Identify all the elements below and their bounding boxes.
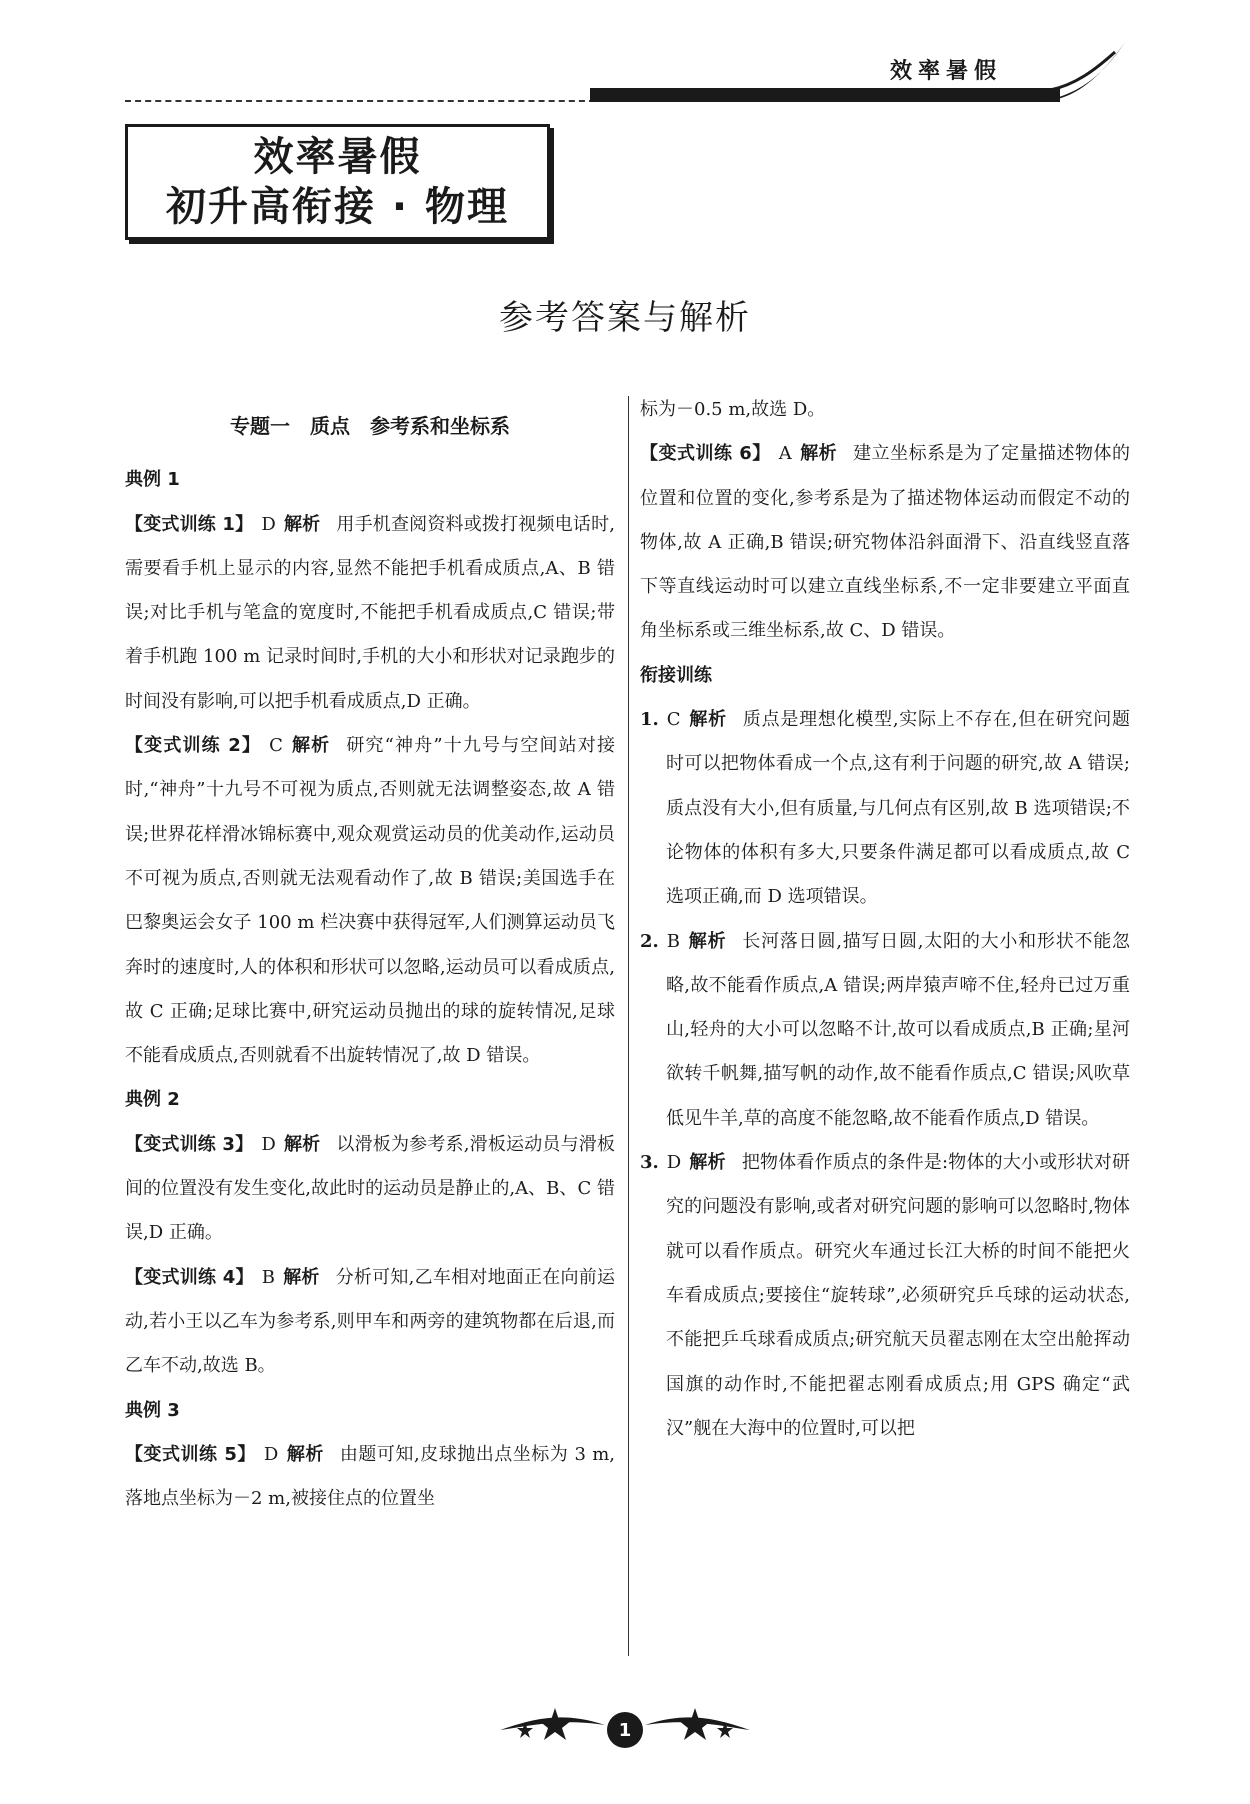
example-heading: 典例 2 [125, 1089, 180, 1111]
item-analysis-label: 解析 [283, 513, 321, 535]
item-label: 【变式训练 5】 [125, 1443, 256, 1465]
answer-item [125, 1433, 615, 1522]
item-text: 建立坐标系是为了定量描述物体的位置和位置的变化,参考系是为了描述物体运动而假定不动的物体,故 A 正确,B 错误;研究物体沿斜面滑下、沿直线竖直落下等直线运动时可以建立直线坐标系,不一定非要建立平面直角坐标系或三维坐标系,故 C、D 错误。 [640, 443, 1131, 642]
item-text: 以滑板为参考系,滑板运动员与滑板间的位置没有发生变化,故此时的运动员是静止的,A、B、C 错误,D 正确。 [125, 1133, 615, 1244]
practice-number: 1. [640, 709, 659, 731]
left-column [125, 388, 615, 1521]
item-analysis-label: 解析 [286, 1443, 324, 1465]
right-column [640, 388, 1130, 1451]
header-bar [590, 88, 1060, 102]
column-divider [628, 396, 629, 1656]
item-text: 分析可知,乙车相对地面正在向前运动,若小王以乙车为参考系,则甲车和两旁的建筑物都在后退,而乙车不动,故选 B。 [125, 1266, 616, 1377]
header-dashed-rule [125, 100, 595, 102]
item-answer: C [666, 709, 681, 731]
item-answer: B [666, 930, 681, 952]
star-ornament-left-icon [500, 1700, 610, 1750]
practice-item [640, 698, 1130, 919]
item-answer: B [261, 1266, 275, 1288]
item-text: 由题可知,皮球抛出点坐标为 3 m,落地点坐标为－2 m,被接住点的位置坐 [125, 1443, 616, 1510]
item-analysis-label: 解析 [689, 1152, 726, 1174]
swoosh-ornament-icon [1040, 40, 1130, 104]
item-answer: D [666, 1152, 682, 1174]
star-ornament-right-icon [640, 1700, 750, 1750]
item-label: 【变式训练 2】 [125, 735, 262, 757]
item-answer: D [261, 513, 276, 535]
item-text: 长河落日圆,描写日圆,太阳的大小和形状不能忽略,故不能看作质点,A 错误;两岸猿声啼不住,轻舟已过万重山,轻舟的大小可以忽略不计,故可以看成质点,B 正确;星河欲转千帆舞,描写帆的动作,故不能看作质点,C 错误;风吹草低见牛羊,草的高度不能忽略,故不能看作质点,D 错误。 [666, 930, 1131, 1129]
item-label: 【变式训练 3】 [125, 1133, 254, 1155]
item-analysis-label: 解析 [688, 930, 727, 952]
item-label: 【变式训练 6】 [640, 443, 771, 465]
item-text: 质点是理想化模型,实际上不存在,但在研究问题时可以把物体看成一个点,这有利于问题的研究,故 A 错误;质点没有大小,但有质量,与几何点有区别,故 B 选项错误;不论物体的体积有多大,只要条件满足都可以看成质点,故 C 选项正确,而 D 选项错误。 [666, 709, 1130, 908]
item-analysis-label: 解析 [688, 709, 727, 731]
practice-item [640, 1141, 1130, 1451]
page-title: 参考答案与解析 [499, 298, 751, 338]
page-number: 1 [607, 1712, 643, 1748]
answer-item [125, 1256, 615, 1389]
example-heading: 典例 1 [125, 469, 180, 491]
item-text: 用手机查阅资料或拨打视频电话时,需要看手机上显示的内容,显然不能把手机看成质点,A、B 错误;对比手机与笔盒的宽度时,不能把手机看成质点,C 错误;带着手机跑 100 m 记录时间时,手机的大小和形状对记录跑步的时间没有影响,可以把手机看成质点,D 正确。 [125, 513, 615, 712]
answer-item [125, 1123, 615, 1256]
item-answer: C [269, 735, 283, 757]
answer-item [125, 724, 615, 1078]
running-title: 效率暑假 [890, 59, 1003, 84]
item-answer: D [263, 1443, 279, 1465]
item-analysis-label: 解析 [799, 443, 838, 465]
item-analysis-label: 解析 [283, 1133, 321, 1155]
practice-item [640, 920, 1130, 1141]
item-answer: A [778, 443, 792, 465]
practice-number: 3. [640, 1152, 659, 1174]
item-label: 【变式训练 1】 [125, 513, 254, 535]
practice-number: 2. [640, 930, 659, 952]
item-analysis-label: 解析 [290, 735, 331, 757]
item-text: 把物体看作质点的条件是:物体的大小或形状对研究的问题没有影响,或者对研究问题的影响可以忽略时,物体就可以看作质点。研究火车通过长江大桥的时间不能把火车看成质点;要接住“旋转球”,必须研究乒乓球的运动状态,不能把乒乓球看成质点;研究航天员翟志刚在太空出舱挥动国旗的动作时,不能把翟志刚看成质点;用 GPS 确定“武汉”舰在大海中的位置时,可以把 [666, 1152, 1131, 1439]
item-label: 【变式训练 4】 [125, 1266, 254, 1288]
book-title-line1: 效率暑假 [253, 134, 422, 180]
item-answer: D [261, 1133, 276, 1155]
example-heading: 典例 3 [125, 1399, 180, 1421]
item-text: 研究“神舟”十九号与空间站对接时,“神舟”十九号不可视为质点,否则就无法调整姿态,故 A 错误;世界花样滑冰锦标赛中,观众观赏运动员的优美动作,运动员不可视为质点,否则就无法观看动作了,故 B 错误;美国选手在巴黎奥运会女子 100 m 栏决赛中获得冠军,人们测算运动员飞奔时的速度时,人的体积和形状可以忽略,运动员可以看成质点,故 C 正确;足球比赛中,研究运动员抛出的球的旋转情况,足球不能看成质点,否则就看不出旋转情况了,故 D 错误。 [125, 735, 615, 1067]
book-title-box [125, 124, 550, 240]
continuation-text: 标为－0.5 m,故选 D。 [640, 399, 826, 420]
practice-heading: 衔接训练 [640, 664, 712, 686]
item-analysis-label: 解析 [282, 1266, 320, 1288]
answer-item [125, 503, 615, 724]
section-title: 专题一 质点 参考系和坐标系 [230, 414, 510, 438]
book-title-line2: 初升高衔接 · 物理 [165, 184, 510, 230]
answer-item [640, 432, 1130, 653]
